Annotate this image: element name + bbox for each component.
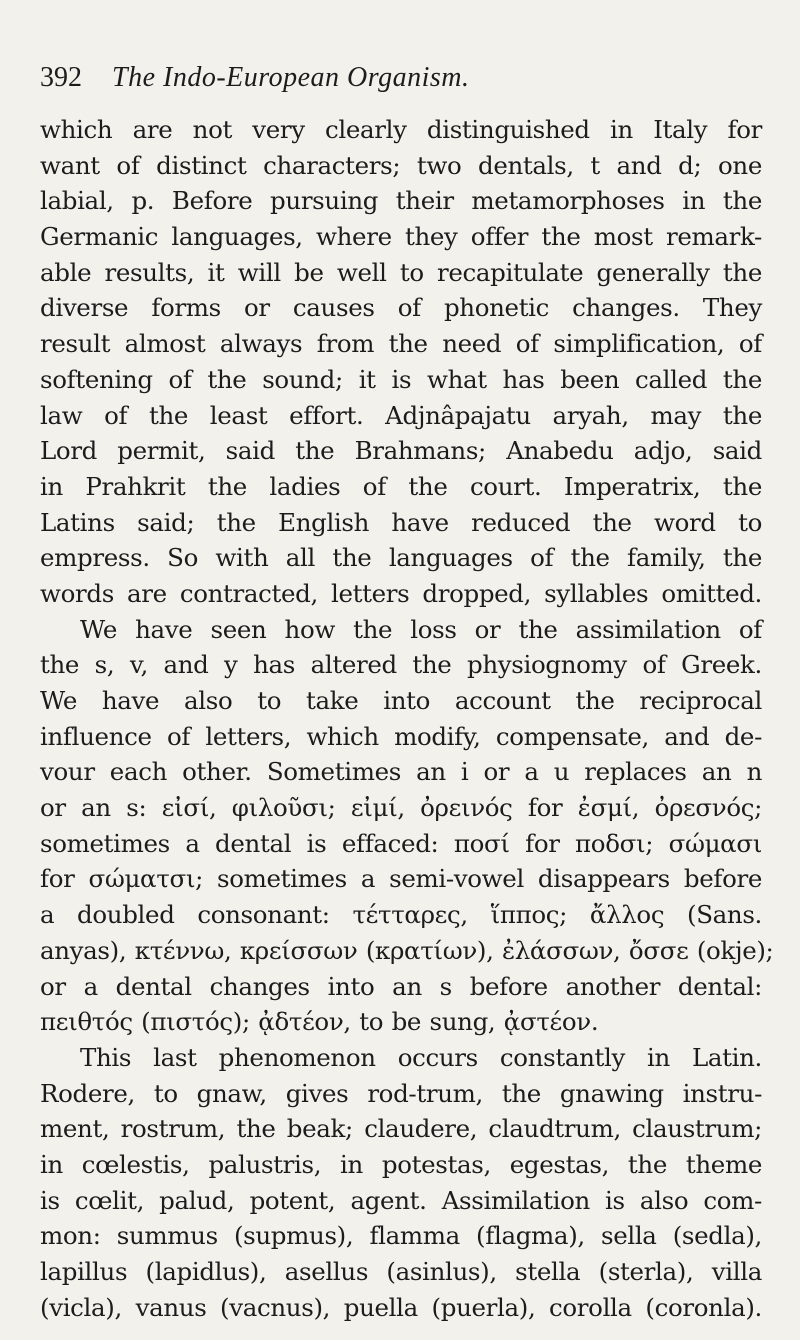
text-line: in cœlestis, palustris, in potestas, egestas, the theme xyxy=(40,1149,762,1179)
text-line: a doubled consonant: τέτταρες, ἵππος; ἄλλος (Sans. xyxy=(40,900,762,930)
text-line: the s, v, and y has altered the physiognomy of Greek. xyxy=(40,650,762,680)
text-line: diverse forms or causes of phonetic changes. They xyxy=(40,293,762,323)
text-line: Rodere, to gnaw, gives rod-trum, the gnawing instru- xyxy=(40,1078,762,1108)
text-line: able results, it will be well to recapitulate generally the xyxy=(40,257,762,287)
text-line: result almost always from the need of simplification, of xyxy=(40,329,762,359)
text-line: is cœlit, palud, potent, agent. Assimilation is also com- xyxy=(40,1185,762,1215)
text-line: This last phenomenon occurs constantly in Latin. xyxy=(80,1042,762,1072)
text-line: influence of letters, which modify, compensate, and de- xyxy=(40,721,762,751)
text-line: for σώματσι; sometimes a semi-vowel disappears before xyxy=(40,864,762,894)
text-line: Latins said; the English have reduced the word to xyxy=(40,507,762,537)
text-line: or an s: εἰσί, φιλοῦσι; εἰμί, ὀρεινός for ἐσμί, ὀρεσνός; xyxy=(40,793,762,823)
text-line: ment, rostrum, the beak; claudere, claudtrum, claustrum; xyxy=(40,1114,762,1144)
text-line: sometimes a dental is effaced: ποσί for ποδσι; σώμασι xyxy=(40,828,762,858)
text-line: labial, p. Before pursuing their metamorphoses in the xyxy=(40,186,762,216)
text-line: or a dental changes into an s before another dental: xyxy=(40,971,762,1001)
text-line: softening of the sound; it is what has been called the xyxy=(40,364,762,394)
text-line: πειθτός (πιστός); ᾀδτέον, to be sung, ᾀστέον. xyxy=(40,1007,599,1037)
text-line: which are not very clearly distinguished in Italy for xyxy=(40,115,762,144)
text-line: Germanic languages, where they offer the most remark- xyxy=(40,222,762,252)
page-number: 392 xyxy=(40,62,82,93)
text-line: want of distinct characters; two dentals, t and d; one xyxy=(40,150,762,180)
text-line: mon: summus (supmus), flamma (flagma), sella (sedla), xyxy=(40,1221,762,1251)
text-line: Lord permit, said the Brahmans; Anabedu adjo, said xyxy=(40,436,762,466)
text-line: in Prahkrit the ladies of the court. Imperatrix, the xyxy=(40,471,762,501)
text-line: lapillus (lapidlus), asellus (asinlus), stella (sterla), villa xyxy=(40,1257,762,1286)
text-line: words are contracted, letters dropped, syllables omitted. xyxy=(40,578,762,608)
text-line: empress. So with all the languages of the family, the xyxy=(40,543,762,573)
text-line: anyas), κτέννω, κρείσσων (κρατίων), ἐλάσσων, ὄσσε (okje); xyxy=(40,935,774,965)
body-text xyxy=(40,112,774,1325)
text-line: (vicla), vanus (vacnus), puella (puerla), corolla (coronla). xyxy=(40,1292,762,1322)
text-line: law of the least effort. Adjnâpajatu aryah, may the xyxy=(40,400,762,430)
text-line: vour each other. Sometimes an i or a u replaces an n xyxy=(40,757,762,787)
text-line: We have also to take into account the reciprocal xyxy=(40,686,762,715)
text-line: We have seen how the loss or the assimilation of xyxy=(80,614,762,644)
page-header xyxy=(40,62,760,102)
running-title: The Indo-European Organism. xyxy=(112,62,470,93)
